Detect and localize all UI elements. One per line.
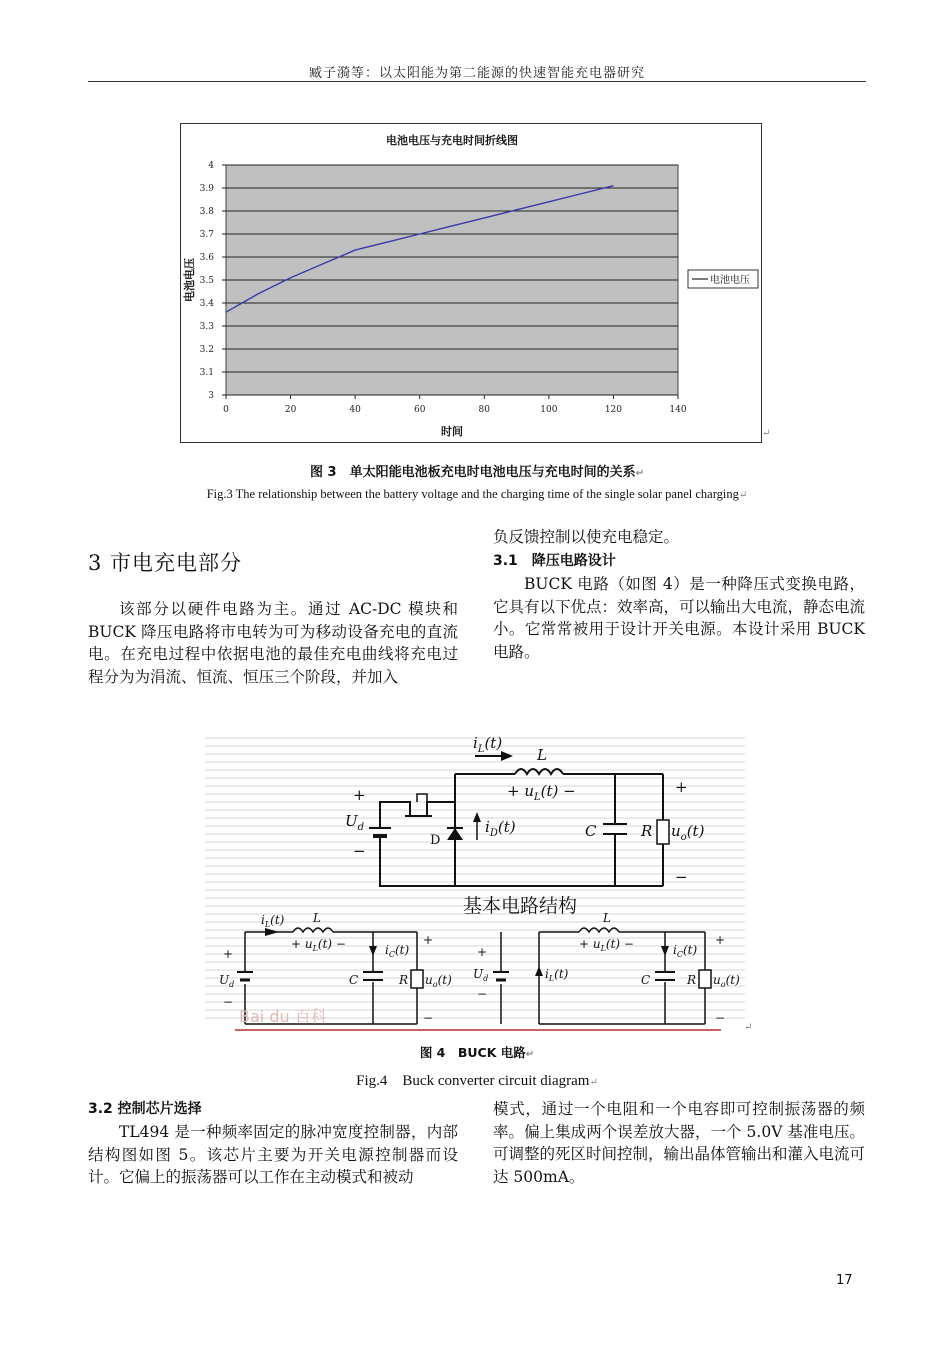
figure-4-circuit [205,732,745,1032]
x-tick-label: 100 [540,405,558,415]
section-3-2-paragraph-right: 模式，通过一个电阻和一个电容即可控制振荡器的频率。偏上集成两个误差放大器，一个 5.0V 基准电压。可调整的死区时间控制，输出晶体管输出和灌入电流可达 500mA。 [493,1100,866,1186]
svg-text:+: + [715,933,726,947]
figure-3-chart [180,123,762,443]
sub-right-il-arrow [535,966,543,976]
section-3-1-heading: 3.1 降压电路设计 [493,553,616,569]
svg-text:iL(t): $i_L(t)$ [545,967,569,983]
section-3-paragraph: 该部分以硬件电路为主。通过 AC-DC 模块和 BUCK 降压电路将市电转为可为移动设备充电的直流电。在充电过程中依据电池的最佳充电曲线将充电过程分为为涓流、恒流、恒压三个阶段，并加入 [88,600,458,686]
y-axis-label: 电池电压 [183,258,196,302]
chart-title: 电池电压与充电时间折线图 [386,134,518,147]
watermark: Bai du 百科 [239,1007,327,1026]
return-mark: ↵ [738,490,748,501]
return-mark: ↵ [635,468,644,479]
svg-text:iC(t): $i_C(t)$ [673,943,698,959]
svg-text:+: + [477,945,488,959]
y-tick-label: 3.4 [199,299,214,309]
svg-text:+: + [423,933,434,947]
svg-text:Ud: $U_d$ [219,973,235,989]
sub-left-il-arrow [265,928,279,936]
ul-label: + $u_L(t)$ − [507,782,576,803]
buck-circuit-diagram [205,732,745,1032]
section-3-heading: 3 市电充电部分 [88,551,243,575]
svg-text:L: L [313,911,321,925]
y-tick-label: 3 [208,391,214,401]
y-tick-label: 3.8 [199,207,214,217]
capacitor-label: C [585,822,597,840]
figure-3-caption-en-text: Fig.3 The relationship between the battery voltage and the charging time of the single solar panel charging [206,487,739,501]
inductor-label: L [537,746,547,764]
y-tick-label: 3.2 [199,345,214,355]
svg-text:−: − [715,1011,726,1025]
x-tick-label: 60 [413,405,426,415]
y-tick-label: 3.5 [199,276,214,286]
source-battery [369,820,391,844]
y-tick-label: 3.6 [199,253,214,263]
x-tick-label: 20 [284,405,297,415]
svg-text:iC(t): $i_C(t)$ [385,943,410,959]
return-mark: ↵ [525,1049,535,1060]
id-label: $i_D(t)$ [485,818,516,839]
svg-text:+ uL(t) −: + $u_L(t)$ − [291,937,346,953]
return-mark: ↵ [744,1022,753,1033]
diode-label: D [430,833,441,848]
figure-4-caption-en [88,1069,866,1090]
line-chart [181,124,761,442]
svg-text:−: − [423,1011,434,1025]
basic-circuit-title: 基本电路结构 [463,895,578,917]
page-number: 17 [836,1273,853,1288]
svg-text:−: − [223,995,234,1009]
ud-label: $U_d$ [345,812,365,833]
section-3-1-paragraph: BUCK 电路（如图 4）是一种降压式变换电路，它具有以下优点：效率高，可以输出大电流，静态电流小。它常常被用于设计开关电源。本设计采用 BUCK 电路。 [493,575,866,661]
figure-4-caption-cn-text: 图 4 BUCK 电路 [419,1045,526,1060]
figure-4-caption-en-text: Fig.4 Buck converter circuit diagram [356,1073,590,1089]
y-tick-label: 3.3 [199,322,214,332]
section-3-2-heading: 3.2 控制芯片选择 [88,1101,202,1117]
output-plus: + [675,778,688,796]
y-tick-label: 3.1 [199,368,214,378]
svg-text:C: C [349,973,359,987]
svg-text:uo(t): $u_o(t)$ [713,973,740,989]
svg-text:R: R [687,973,697,987]
x-tick-label: 120 [604,405,623,415]
x-tick-label: 40 [349,405,361,415]
uo-label: $u_o(t)$ [671,822,705,843]
y-tick-label: 3.7 [199,230,214,240]
svg-text:+ uL(t) −: + $u_L(t)$ − [579,937,634,953]
source-plus: + [353,786,366,804]
source-minus: − [353,842,366,860]
x-tick-label: 0 [223,405,229,415]
svg-text:C: C [641,973,651,987]
svg-text:Ud: $U_d$ [473,967,489,983]
svg-text:−: − [477,987,488,1001]
figure-3-caption-cn-text: 图 3 单太阳能电池板充电时电池电压与充电时间的关系 [310,465,636,480]
return-mark: ↵ [589,1077,598,1088]
svg-text:uo(t): $u_o(t)$ [425,973,452,989]
return-mark: ↵ [762,428,771,439]
figure-3-caption-cn [88,461,866,480]
y-tick-label: 4 [208,161,214,171]
x-axis-label: 时间 [441,425,463,438]
svg-text:R: R [399,973,409,987]
y-tick-label: 3.9 [199,184,214,194]
legend-label: 电池电压 [710,275,750,286]
header-rule [88,81,866,82]
svg-text:L: L [603,911,611,925]
figure-3-caption-en [88,487,866,502]
resistor [657,820,669,844]
running-header: 臧子漪等：以太阳能为第二能源的快速智能充电器研究 [308,66,645,81]
resistor-label: R [641,822,653,840]
il-label: $i_L(t)$ [473,734,503,755]
sub-left-resistor [411,970,423,988]
svg-text:iL(t): $i_L(t)$ [261,913,285,929]
svg-text:+: + [223,947,234,961]
sub-right-resistor [699,970,711,988]
figure-4-caption-cn [88,1043,866,1061]
section-3-2-paragraph-left: TL494 是一种频率固定的脉冲宽度控制器，内部结构图如图 5。该芯片主要为开关电源控制器而设计。它偏上的振荡器可以工作在主动模式和被动 [88,1123,458,1186]
output-minus: − [675,868,688,886]
x-tick-label: 140 [669,405,687,415]
section-3-paragraph-continued: 负反馈控制以使充电稳定。 [493,528,680,546]
x-tick-label: 80 [478,405,491,415]
